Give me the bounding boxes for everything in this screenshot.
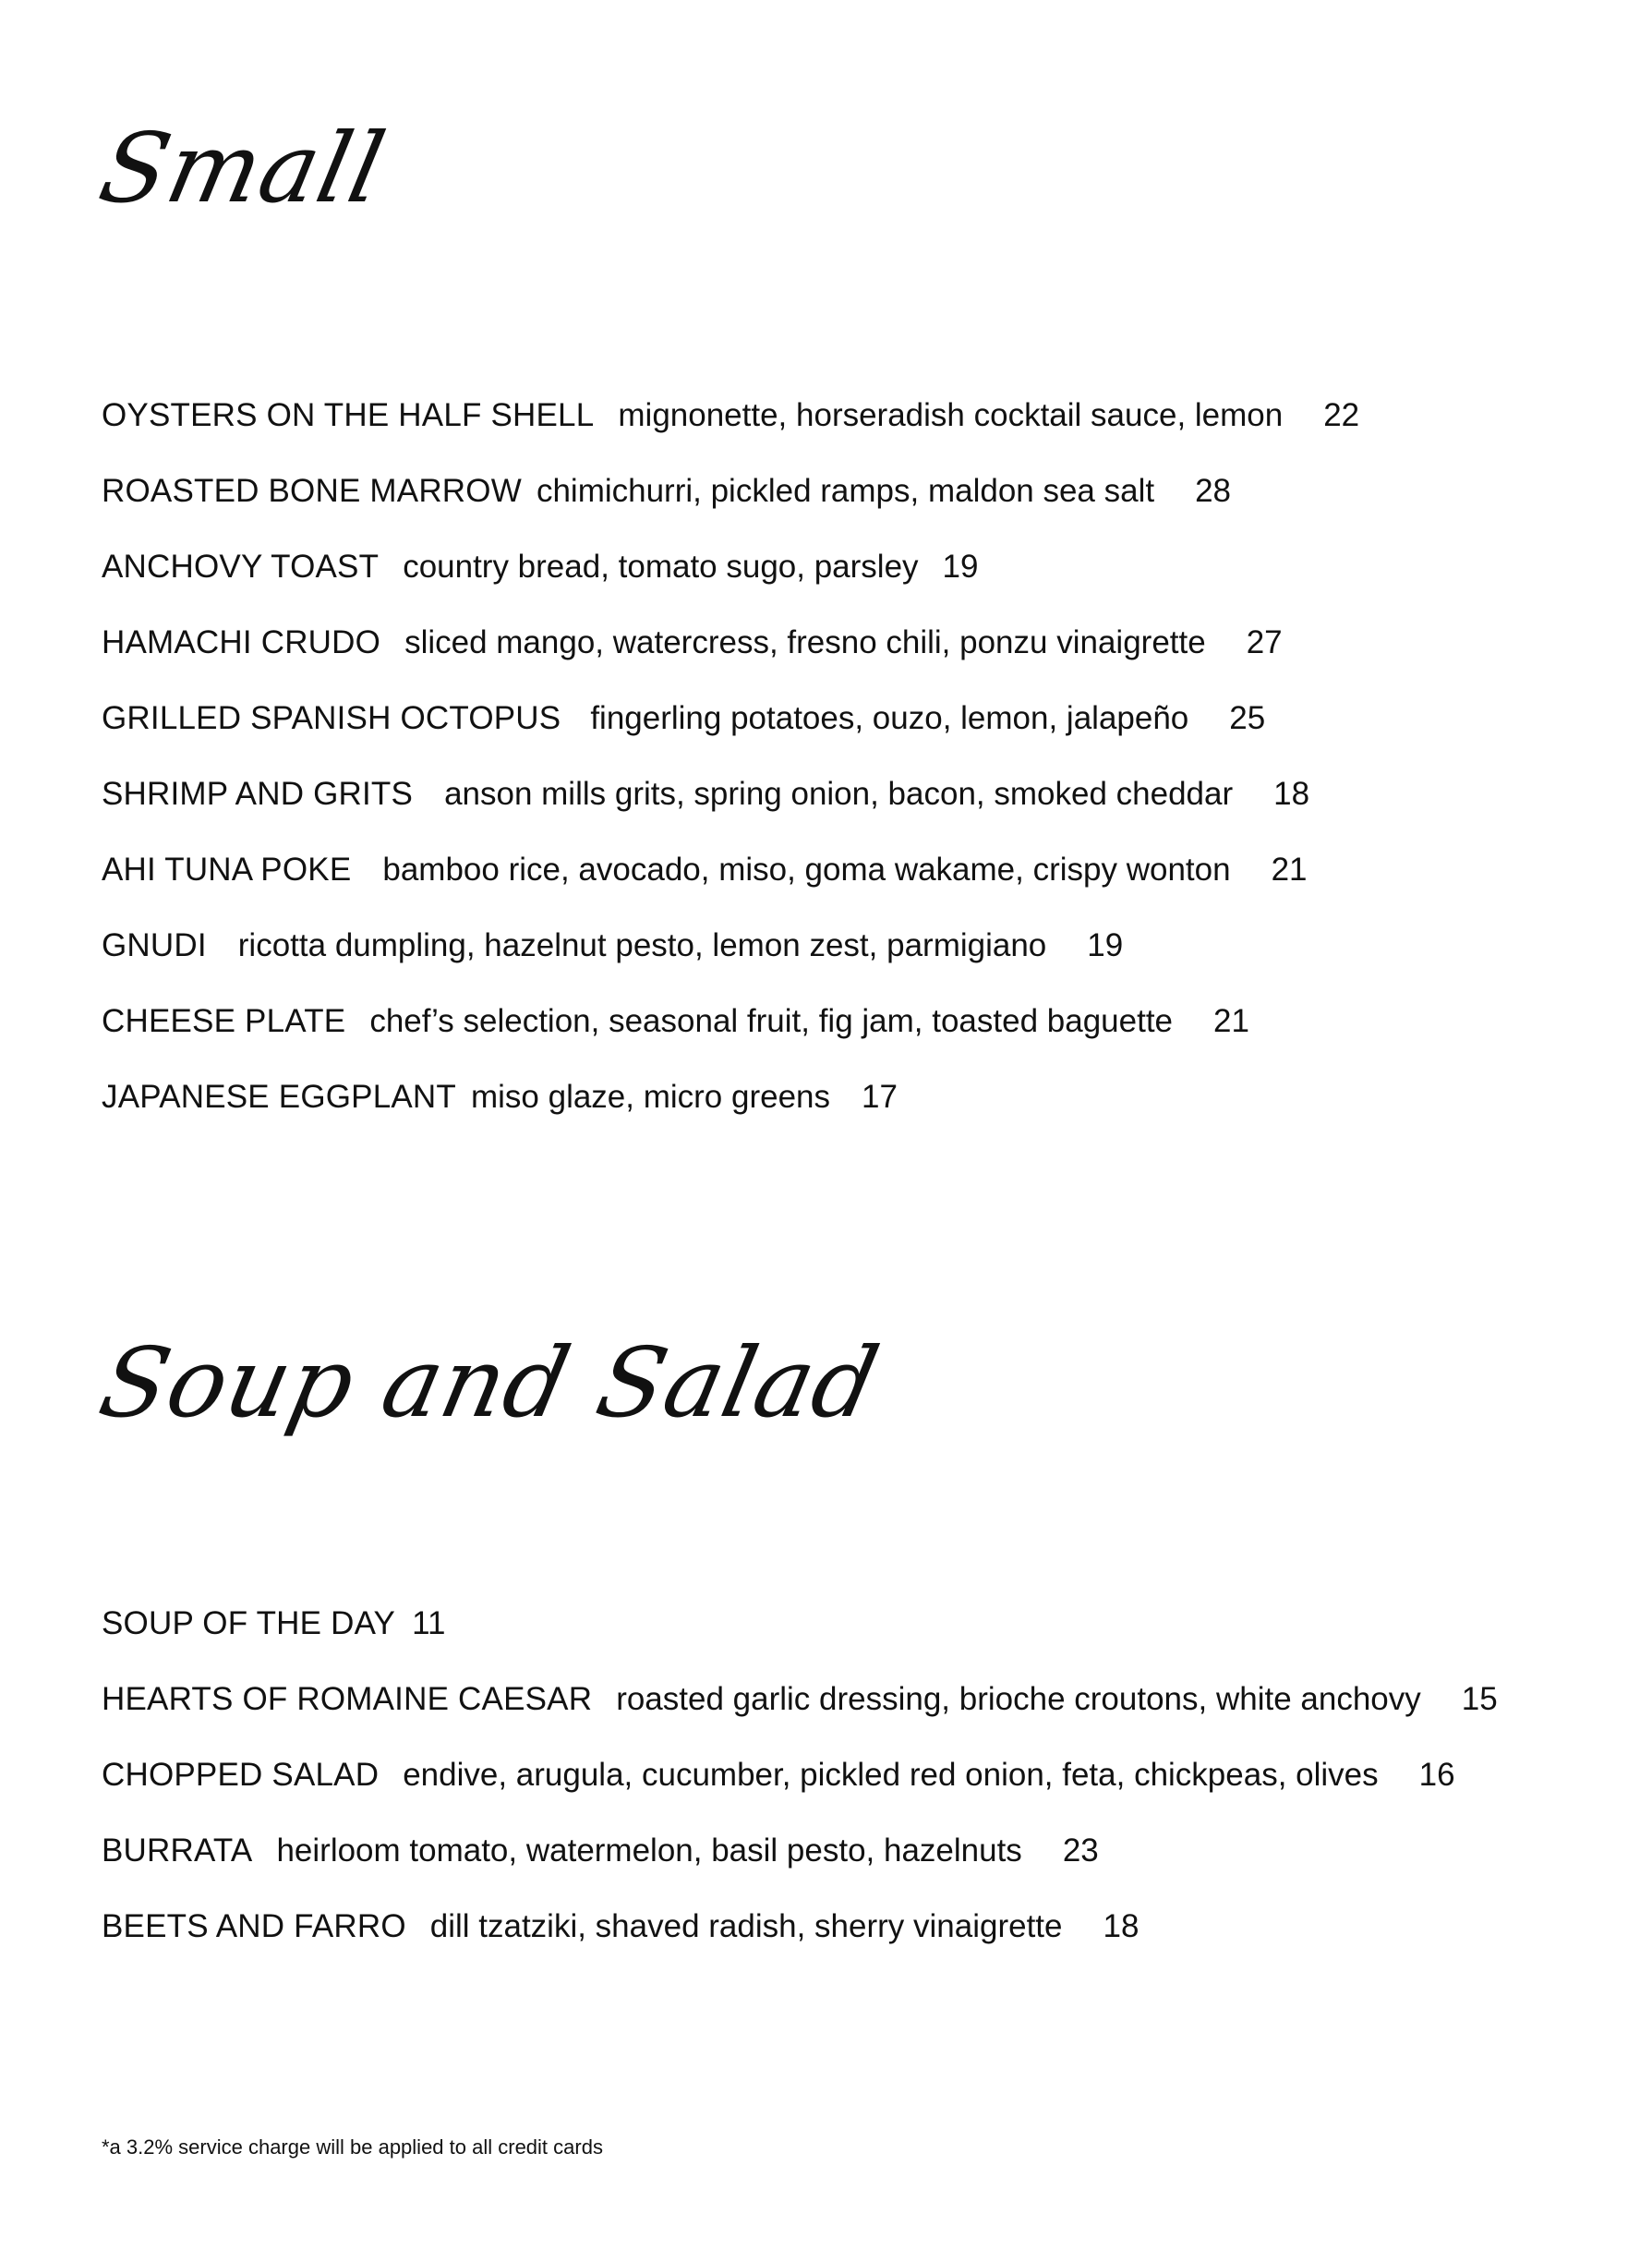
menu-item xyxy=(102,464,1579,539)
item-name: GNUDI xyxy=(102,927,207,963)
item-description: chimichurri, pickled ramps, maldon sea salt xyxy=(536,473,1155,509)
item-price: 23 xyxy=(1062,1833,1099,1869)
menu-item xyxy=(102,388,1579,464)
item-price: 11 xyxy=(412,1605,446,1641)
item-description: country bread, tomato sugo, parsley xyxy=(403,549,919,585)
item-price: 21 xyxy=(1213,1003,1249,1039)
item-description: anson mills grits, spring onion, bacon, smoked cheddar xyxy=(444,776,1234,812)
credit-card-footnote: *a 3.2% service charge will be applied to all credit cards xyxy=(102,2135,603,2159)
item-name: CHOPPED SALAD xyxy=(102,1757,380,1793)
menu-item xyxy=(102,1823,1579,1899)
item-price: 17 xyxy=(862,1079,898,1115)
item-name: ANCHOVY TOAST xyxy=(102,549,380,585)
item-price: 19 xyxy=(942,549,979,585)
item-description: fingerling potatoes, ouzo, lemon, jalapeño xyxy=(590,700,1189,736)
menu-item xyxy=(102,1070,1579,1145)
item-name: BEETS AND FARRO xyxy=(102,1908,406,1944)
item-name: HEARTS OF ROMAINE CAESAR xyxy=(102,1681,593,1717)
menu-item xyxy=(102,539,1579,615)
item-price: 19 xyxy=(1087,927,1124,963)
item-price: 18 xyxy=(1103,1908,1140,1944)
item-price: 16 xyxy=(1418,1757,1455,1793)
item-name: BURRATA xyxy=(102,1833,253,1869)
item-name: GRILLED SPANISH OCTOPUS xyxy=(102,700,561,736)
item-name: JAPANESE EGGPLANT xyxy=(102,1079,456,1115)
item-name: HAMACHI CRUDO xyxy=(102,624,381,660)
menu-item xyxy=(102,1672,1579,1748)
menu-item xyxy=(102,1596,1579,1672)
item-description: sliced mango, watercress, fresno chili, ponzu vinaigrette xyxy=(404,624,1206,660)
item-price: 18 xyxy=(1273,776,1310,812)
menu-item xyxy=(102,994,1579,1070)
menu-item xyxy=(102,842,1579,918)
item-description: ricotta dumpling, hazelnut pesto, lemon zest, parmigiano xyxy=(237,927,1047,963)
item-price: 25 xyxy=(1229,700,1266,736)
item-name: ROASTED BONE MARROW xyxy=(102,473,522,509)
item-description: chef’s selection, seasonal fruit, fig jam, toasted baguette xyxy=(369,1003,1174,1039)
section-title-soup-and-salad: Soup and Salad xyxy=(90,1326,889,1439)
item-price: 15 xyxy=(1461,1681,1498,1717)
item-price: 27 xyxy=(1246,624,1283,660)
item-name: AHI TUNA POKE xyxy=(102,852,352,888)
item-price: 22 xyxy=(1323,397,1360,433)
menu-item xyxy=(102,615,1579,691)
menu-item xyxy=(102,1748,1579,1823)
item-name: CHEESE PLATE xyxy=(102,1003,346,1039)
item-description: roasted garlic dressing, brioche croutons, white anchovy xyxy=(616,1681,1421,1717)
item-description: heirloom tomato, watermelon, basil pesto, hazelnuts xyxy=(276,1833,1022,1869)
menu-item xyxy=(102,691,1579,767)
item-price: 21 xyxy=(1271,852,1308,888)
menu-item xyxy=(102,767,1579,842)
menu-item xyxy=(102,918,1579,994)
item-description: endive, arugula, cucumber, pickled red onion, feta, chickpeas, olives xyxy=(403,1757,1379,1793)
item-description: mignonette, horseradish cocktail sauce, lemon xyxy=(618,397,1284,433)
item-description: bamboo rice, avocado, miso, goma wakame, crispy wonton xyxy=(382,852,1231,888)
menu-item xyxy=(102,1899,1579,1975)
item-description: miso glaze, micro greens xyxy=(470,1079,831,1115)
menu-list-soup-and-salad xyxy=(102,1596,1579,1975)
menu-list-small xyxy=(102,388,1579,1145)
section-title-small: Small xyxy=(90,112,395,224)
item-description: dill tzatziki, shaved radish, sherry vinaigrette xyxy=(429,1908,1063,1944)
item-name: OYSTERS ON THE HALF SHELL xyxy=(102,397,595,433)
item-name: SHRIMP AND GRITS xyxy=(102,776,414,812)
item-price: 28 xyxy=(1195,473,1232,509)
item-name: SOUP OF THE DAY xyxy=(102,1605,396,1641)
